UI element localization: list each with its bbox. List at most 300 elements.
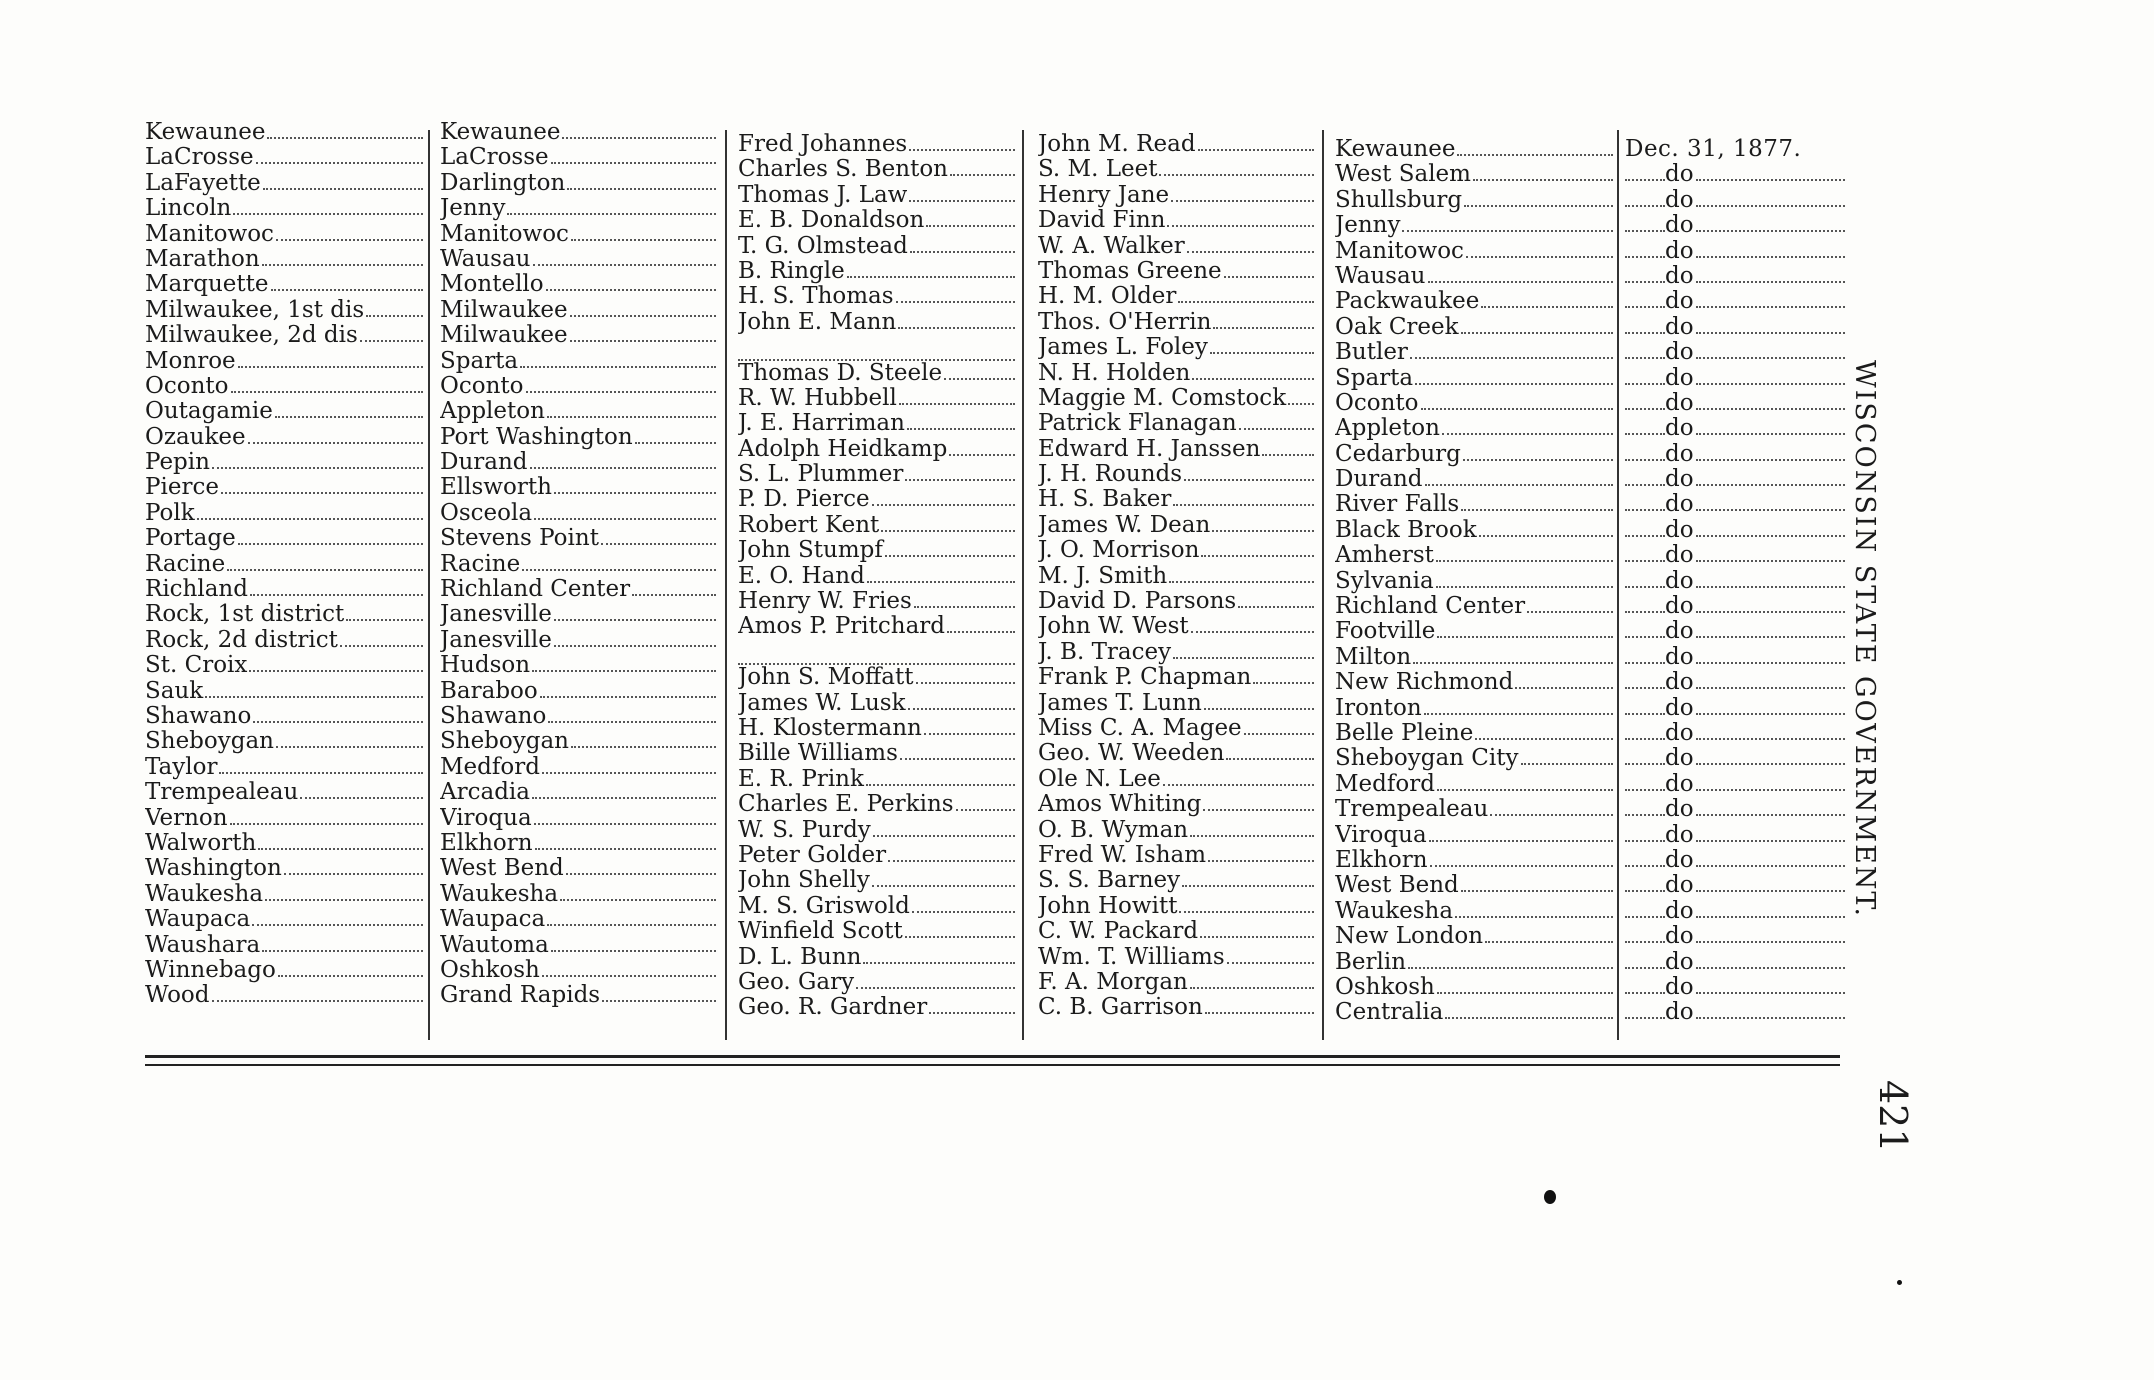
cell-text: Adolph Heidkamp (738, 436, 948, 462)
cell-text: Rock, 2d district (145, 627, 338, 653)
cell-text: Frank P. Chapman (1038, 665, 1252, 691)
table-cell (1335, 492, 1613, 517)
cell-text: Milton (1335, 644, 1412, 670)
table-cell (1625, 213, 1845, 238)
table-cell (738, 157, 1015, 182)
cell-text: Charles E. Perkins (738, 792, 954, 818)
table-cell (440, 679, 716, 704)
cell-text: Manitowoc (1335, 238, 1464, 264)
cell-text: Footville (1335, 619, 1436, 645)
cell-text: John Shelly (738, 868, 870, 894)
table-cell (1335, 899, 1613, 924)
cell-text: do (1665, 644, 1694, 670)
table-cell (1335, 467, 1613, 492)
cell-text: do (1665, 187, 1694, 213)
cell-text: Milwaukee (440, 297, 568, 323)
table-cell (440, 755, 716, 780)
cell-text: Waushara (145, 932, 261, 958)
table-cell (145, 552, 423, 577)
table-cell (738, 538, 1015, 563)
table-cell (1038, 995, 1314, 1020)
table-cell (1038, 691, 1314, 716)
cell-text: Rock, 1st district (145, 602, 345, 628)
table-cell (1038, 818, 1314, 843)
cell-text: H. S. Thomas (738, 284, 894, 310)
table-cell (1625, 1000, 1845, 1025)
table-cell (440, 247, 716, 272)
cell-text: Thos. O'Herrin (1038, 309, 1212, 335)
cell-text: Winnebago (145, 957, 276, 983)
cell-text: John M. Read (1038, 132, 1196, 157)
table-cell (1335, 670, 1613, 695)
table-cell (145, 475, 423, 500)
cell-text: Amos Whiting (1038, 792, 1202, 818)
table-cell (440, 501, 716, 526)
table-cell (1335, 848, 1613, 873)
table-cell (1335, 924, 1613, 949)
cell-text: J. B. Tracey (1038, 639, 1172, 665)
table-cell (738, 894, 1015, 919)
cell-text: Wautoma (440, 932, 549, 958)
ink-speck (1544, 1190, 1556, 1204)
table-cell (738, 614, 1015, 639)
table-cell (1625, 518, 1845, 543)
table-cell (1038, 386, 1314, 411)
table-cell (1038, 716, 1314, 741)
table-cell (1625, 848, 1845, 873)
cell-text: Marathon (145, 246, 260, 272)
cell-text: Shawano (145, 703, 252, 729)
table-cell (440, 907, 716, 932)
table-cell (738, 767, 1015, 792)
cell-text: Butler (1335, 340, 1408, 366)
table-cell (1038, 894, 1314, 919)
cell-text: do (1665, 847, 1694, 873)
table-cell (1625, 391, 1845, 416)
cell-text: Ironton (1335, 695, 1422, 721)
cell-text: J. H. Rounds (1038, 462, 1183, 488)
table-cell (1625, 924, 1845, 949)
table-cell (738, 208, 1015, 233)
table-cell (145, 679, 423, 704)
table-cell (1625, 746, 1845, 771)
table-cell (1038, 462, 1314, 487)
table-cell (1625, 594, 1845, 619)
cell-text: Racine (145, 551, 226, 577)
cell-text: Black Brook (1335, 517, 1477, 543)
cell-text: John S. Moffatt (738, 665, 914, 691)
cell-text: Thomas D. Steele (738, 360, 943, 386)
cell-text: H. Klostermann (738, 715, 922, 741)
table-cell (440, 552, 716, 577)
table-cell (738, 462, 1015, 487)
county-column (145, 120, 423, 1009)
cell-text: Ellsworth (440, 475, 552, 501)
cell-text: do (1665, 441, 1694, 467)
table-cell (738, 919, 1015, 944)
cell-text: Miss C. A. Magee (1038, 715, 1242, 741)
cell-text: Cedarburg (1335, 441, 1461, 467)
table-cell (145, 882, 423, 907)
table-cell (1625, 797, 1845, 822)
table-cell (1335, 823, 1613, 848)
table-cell (1038, 945, 1314, 970)
table-cell (738, 132, 1015, 157)
table-cell (738, 487, 1015, 512)
table-cell (1335, 619, 1613, 644)
table-cell (440, 577, 716, 602)
cell-text: Edward H. Janssen (1038, 436, 1261, 462)
table-cell (145, 856, 423, 881)
table-cell (1625, 289, 1845, 314)
table-cell (145, 628, 423, 653)
table-cell (1625, 137, 1845, 162)
table-cell (145, 526, 423, 551)
cell-text: Viroqua (440, 805, 532, 831)
cell-text: Manitowoc (440, 221, 569, 247)
cell-text: do (1665, 340, 1694, 366)
table-cell (1038, 361, 1314, 386)
table-cell (1625, 772, 1845, 797)
cell-text: Ole N. Lee (1038, 766, 1161, 792)
table-cell (145, 323, 423, 348)
table-cell (1625, 239, 1845, 264)
table-cell (145, 729, 423, 754)
table-cell (440, 349, 716, 374)
table-cell (738, 411, 1015, 436)
cell-text: Montello (440, 272, 544, 298)
cell-text: Milwaukee (440, 323, 568, 349)
table-cell (440, 653, 716, 678)
table-cell (738, 995, 1015, 1020)
table-cell (1038, 411, 1314, 436)
cell-text: Medford (440, 754, 540, 780)
cell-text: S. L. Plummer (738, 462, 904, 488)
cell-text: Dec. 31, 1877. (1625, 137, 1802, 162)
column-divider (1022, 130, 1024, 1040)
cell-text: John E. Mann (738, 309, 897, 335)
cell-text: Henry Jane (1038, 182, 1170, 208)
cell-text: Wm. T. Williams (1038, 944, 1225, 970)
cell-text: Shawano (440, 703, 547, 729)
cell-text: do (1665, 670, 1694, 696)
cell-text: F. A. Morgan (1038, 969, 1188, 995)
cell-text: Wausau (440, 246, 531, 272)
table-cell (738, 183, 1015, 208)
table-cell (738, 284, 1015, 309)
table-cell (1335, 442, 1613, 467)
cell-text: J. E. Harriman (738, 411, 905, 437)
table-cell (145, 272, 423, 297)
county-seat-column (440, 120, 716, 1009)
table-cell (1038, 589, 1314, 614)
cell-text: Sheboygan (145, 729, 274, 755)
table-cell (440, 806, 716, 831)
table-cell (145, 983, 423, 1008)
cell-text: do (1665, 263, 1694, 289)
cell-text: do (1665, 289, 1694, 315)
cell-text: Milwaukee, 2d dis (145, 323, 358, 349)
table-cell (738, 716, 1015, 741)
cell-text: John Stumpf (738, 538, 883, 564)
cell-text: J. O. Morrison (1038, 538, 1200, 564)
table-cell (738, 741, 1015, 766)
cell-text: Pepin (145, 450, 210, 476)
cell-text: New Richmond (1335, 670, 1514, 696)
cell-text: Viroqua (1335, 822, 1427, 848)
table-cell (145, 958, 423, 983)
cell-text: do (1665, 568, 1694, 594)
table-cell (1625, 162, 1845, 187)
table-cell (440, 171, 716, 196)
table-cell (145, 653, 423, 678)
cell-text: James W. Dean (1038, 512, 1211, 538)
cell-text: Geo. W. Weeden (1038, 741, 1225, 767)
cell-text: LaCrosse (145, 145, 254, 171)
superintendent-column (738, 132, 1015, 1021)
table-cell (145, 577, 423, 602)
table-cell (1038, 614, 1314, 639)
table-cell (440, 882, 716, 907)
cell-text: Osceola (440, 500, 533, 526)
cell-text: Waukesha (1335, 898, 1454, 924)
column-divider (428, 130, 430, 1040)
table-cell (1625, 340, 1845, 365)
table-cell (1625, 543, 1845, 568)
table-cell (145, 933, 423, 958)
table-cell (1335, 594, 1613, 619)
table-cell (738, 691, 1015, 716)
cell-text: Sylvania (1335, 568, 1434, 594)
cell-text: Manitowoc (145, 221, 274, 247)
table-cell (1335, 975, 1613, 1000)
table-cell (1335, 239, 1613, 264)
cell-text: do (1665, 416, 1694, 442)
table-cell (145, 349, 423, 374)
table-cell (145, 374, 423, 399)
table-cell (1625, 264, 1845, 289)
table-cell (1625, 569, 1845, 594)
table-cell (738, 843, 1015, 868)
table-cell (738, 589, 1015, 614)
table-cell (1038, 437, 1314, 462)
cell-text: do (1665, 467, 1694, 493)
cell-text: Racine (440, 551, 521, 577)
table-cell (738, 970, 1015, 995)
cell-text: River Falls (1335, 492, 1460, 518)
table-cell (145, 806, 423, 831)
cell-text: Winfield Scott (738, 919, 903, 945)
table-cell (1335, 1000, 1613, 1025)
table-cell (738, 310, 1015, 335)
cell-text: Peter Golder (738, 842, 887, 868)
cell-text: do (1665, 619, 1694, 645)
cell-text: S. M. Leet (1038, 157, 1158, 183)
cell-text: N. H. Holden (1038, 360, 1191, 386)
cell-text: Wood (145, 983, 210, 1009)
cell-text: Trempealeau (1335, 797, 1489, 823)
successor-column (1038, 132, 1314, 1021)
table-cell (1625, 721, 1845, 746)
cell-text: Shullsburg (1335, 187, 1463, 213)
table-cell (440, 399, 716, 424)
cell-text: Waukesha (145, 881, 264, 907)
table-cell (440, 450, 716, 475)
cell-text: H. M. Older (1038, 284, 1177, 310)
table-cell (1625, 366, 1845, 391)
table-cell (1335, 366, 1613, 391)
table-cell (1625, 645, 1845, 670)
table-cell (1038, 868, 1314, 893)
cell-text: T. G. Olmstead (738, 233, 908, 259)
table-cell (440, 602, 716, 627)
cell-text: Oshkosh (440, 957, 540, 983)
cell-text: Oak Creek (1335, 314, 1459, 340)
table-cell (738, 665, 1015, 690)
table-cell (1335, 162, 1613, 187)
table-cell (145, 196, 423, 221)
cell-text: Darlington (440, 170, 566, 196)
cell-text: David D. Parsons (1038, 589, 1237, 615)
cell-text: Stevens Point (440, 526, 599, 552)
table-cell (145, 907, 423, 932)
table-cell (1625, 492, 1845, 517)
cell-text: Berlin (1335, 949, 1407, 975)
column-divider (1617, 130, 1619, 1040)
table-cell (145, 399, 423, 424)
table-cell (1625, 950, 1845, 975)
table-cell (145, 298, 423, 323)
cell-text: Hudson (440, 653, 531, 679)
table-cell (1625, 975, 1845, 1000)
cell-text: do (1665, 695, 1694, 721)
cell-text: LaCrosse (440, 145, 549, 171)
table-cell (738, 386, 1015, 411)
table-cell (1335, 416, 1613, 441)
cell-text: Janesville (440, 627, 552, 653)
table-cell (1335, 645, 1613, 670)
cell-text: Vernon (145, 805, 228, 831)
table-cell (440, 704, 716, 729)
cell-text: Kewaunee (145, 120, 266, 145)
cell-text: Kewaunee (440, 120, 561, 145)
cell-text: Appleton (1335, 416, 1440, 442)
table-cell (440, 831, 716, 856)
cell-text: Belle Pleine (1335, 720, 1474, 746)
cell-text: Sparta (1335, 365, 1414, 391)
cell-text: Appleton (440, 399, 545, 425)
table-cell (440, 374, 716, 399)
table-cell (145, 145, 423, 170)
table-cell (1335, 213, 1613, 238)
cell-text: Sauk (145, 678, 204, 704)
cell-text: Geo. R. Gardner (738, 995, 928, 1021)
cell-text: John Howitt (1038, 893, 1178, 919)
cell-text: W. S. Purdy (738, 817, 871, 843)
cell-text: Richland Center (1335, 594, 1526, 620)
cell-text: do (1665, 949, 1694, 975)
table-cell (738, 513, 1015, 538)
cell-text: Arcadia (440, 780, 530, 806)
table-cell (1038, 640, 1314, 665)
cell-text: Walworth (145, 830, 257, 856)
cell-text: New London (1335, 924, 1484, 950)
cell-text: do (1665, 746, 1694, 772)
table-cell (440, 196, 716, 221)
blank-entry (738, 335, 1015, 360)
table-cell (1335, 797, 1613, 822)
table-cell (1625, 442, 1845, 467)
cell-text: West Bend (440, 856, 564, 882)
table-cell (1038, 335, 1314, 360)
cell-text: E. O. Hand (738, 563, 865, 589)
table-cell (145, 247, 423, 272)
table-cell (1038, 310, 1314, 335)
table-cell (145, 222, 423, 247)
cell-text: do (1665, 365, 1694, 391)
cell-text: Outagamie (145, 399, 273, 425)
table-cell (738, 792, 1015, 817)
table-cell (1038, 132, 1314, 157)
table-cell (440, 323, 716, 348)
table-cell (1038, 564, 1314, 589)
cell-text: do (1665, 797, 1694, 823)
table-cell (1038, 513, 1314, 538)
cell-text: Jenny (440, 196, 506, 222)
cell-text: do (1665, 974, 1694, 1000)
table-cell (738, 818, 1015, 843)
cell-text: Fred Johannes (738, 132, 908, 157)
cell-text: Baraboo (440, 678, 538, 704)
bottom-rule (145, 1055, 1840, 1058)
table-cell (145, 501, 423, 526)
cell-text: Durand (1335, 467, 1423, 493)
table-cell (145, 425, 423, 450)
table-cell (1625, 670, 1845, 695)
cell-text: Elkhorn (1335, 847, 1428, 873)
column-divider (1322, 130, 1324, 1040)
cell-text: Oshkosh (1335, 974, 1435, 1000)
cell-text: Amherst (1335, 543, 1434, 569)
table-cell (1335, 569, 1613, 594)
table-cell (1625, 696, 1845, 721)
page-number: 421 (1871, 1080, 1915, 1153)
cell-text: LaFayette (145, 170, 261, 196)
cell-text: Trempealeau (145, 780, 299, 806)
cell-text: James W. Lusk (738, 690, 906, 716)
table-cell (440, 222, 716, 247)
table-cell (440, 983, 716, 1008)
table-cell (440, 933, 716, 958)
cell-text: do (1665, 517, 1694, 543)
cell-text: W. A. Walker (1038, 233, 1185, 259)
table-cell (1625, 315, 1845, 340)
cell-text: Port Washington (440, 424, 633, 450)
table-cell (1038, 792, 1314, 817)
cell-text: Robert Kent (738, 512, 880, 538)
cell-text: James L. Foley (1038, 335, 1208, 361)
cell-text: M. J. Smith (1038, 563, 1168, 589)
table-cell (145, 171, 423, 196)
cell-text: Kewaunee (1335, 137, 1456, 162)
cell-text: Thomas Greene (1038, 258, 1222, 284)
table-cell (1038, 919, 1314, 944)
table-cell (1335, 264, 1613, 289)
table-cell (1625, 467, 1845, 492)
cell-text: O. B. Wyman (1038, 817, 1189, 843)
cell-text: Pierce (145, 475, 219, 501)
table-cell (738, 868, 1015, 893)
